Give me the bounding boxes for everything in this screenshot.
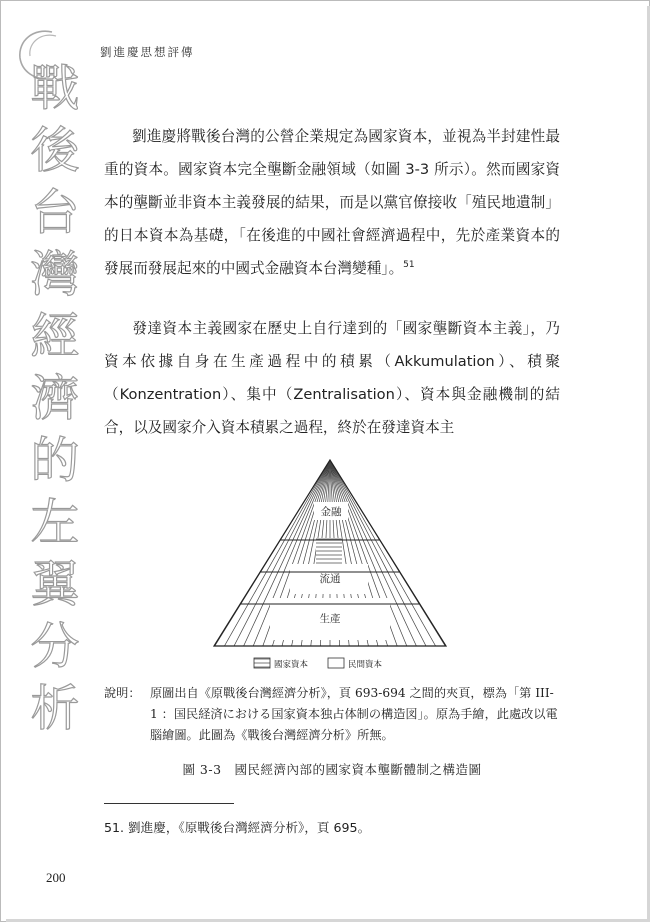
label-production: 生產 <box>319 613 341 625</box>
side-title-char: 後 <box>30 122 80 179</box>
side-title-char: 翼 <box>30 556 80 613</box>
body-paragraph-1 <box>104 120 560 285</box>
figure-note-text: 原圖出自《原戰後台灣經濟分析》，頁 693-694 之間的夾頁，標為「第 III-1 ：国民経済における国家資本独占体制の構造図」。原為手繪，此處改以電腦繪圖。此圖為《戰後台灣經濟分析》所無。 <box>150 686 558 742</box>
paragraph-2-text: 發達資本主義國家在歷史上自行達到的「國家壟斷資本主義」，乃資本依據自身在生產過程中的積累（Akkumulation）、積聚（Konzentration）、集中（Zentralisation）、資本與金融機制的結合，以及國家介入資本積累之過程，終於在發達資本主 <box>104 320 560 436</box>
national-capital-hatched-block <box>316 538 342 564</box>
legend-national-swatch <box>254 658 270 668</box>
running-head: 劉進慶思想評傳 <box>100 45 195 59</box>
legend-private-label: 民間資本 <box>348 660 383 670</box>
page-number: 200 <box>46 870 66 885</box>
side-title-char: 左 <box>30 494 80 551</box>
pyramid-body <box>210 458 450 658</box>
legend-private-swatch <box>328 658 344 668</box>
side-title-char: 台 <box>30 184 80 241</box>
label-finance: 金融 <box>320 506 342 518</box>
footnote-divider <box>104 803 234 804</box>
side-title-char: 的 <box>30 432 80 489</box>
pyramid-figure <box>210 458 450 674</box>
side-title-char: 濟 <box>30 370 80 427</box>
legend-national-label: 國家資本 <box>274 660 309 670</box>
national-capital-pyramid-diagram <box>210 458 450 674</box>
paragraph-1-text: 劉進慶將戰後台灣的公營企業規定為國家資本，並視為半封建性最重的資本。國家資本完全壟斷金融領域（如圖 3-3 所示）。然而國家資本的壟斷並非資本主義發展的結果，而是以黨官僚接收「殖民地遺制」的日本資本為基礎，「在後進的中國社會經濟過程中，先於產業資本的發展而發展起來的中國式金融資本台灣變種」。 <box>104 128 560 277</box>
figure-note-label: 說明： <box>104 686 141 700</box>
figure-caption: 圖 3-3 國民經濟內部的國家資本壟斷體制之構造圖 <box>182 762 482 777</box>
side-title-char: 灣 <box>30 246 80 303</box>
side-book-title <box>20 58 90 740</box>
side-title-char: 析 <box>30 680 80 737</box>
footnote-reference: 51 <box>403 260 415 270</box>
side-title-char: 戰 <box>30 60 80 117</box>
label-circulation: 流通 <box>319 573 341 585</box>
footnote-51: 51. 劉進慶，《原戰後台灣經濟分析》，頁 695。 <box>104 820 371 835</box>
body-paragraph-2 <box>104 312 560 444</box>
figure-note <box>104 683 560 746</box>
side-title-char: 分 <box>30 618 80 675</box>
side-title-char: 經 <box>30 308 80 365</box>
